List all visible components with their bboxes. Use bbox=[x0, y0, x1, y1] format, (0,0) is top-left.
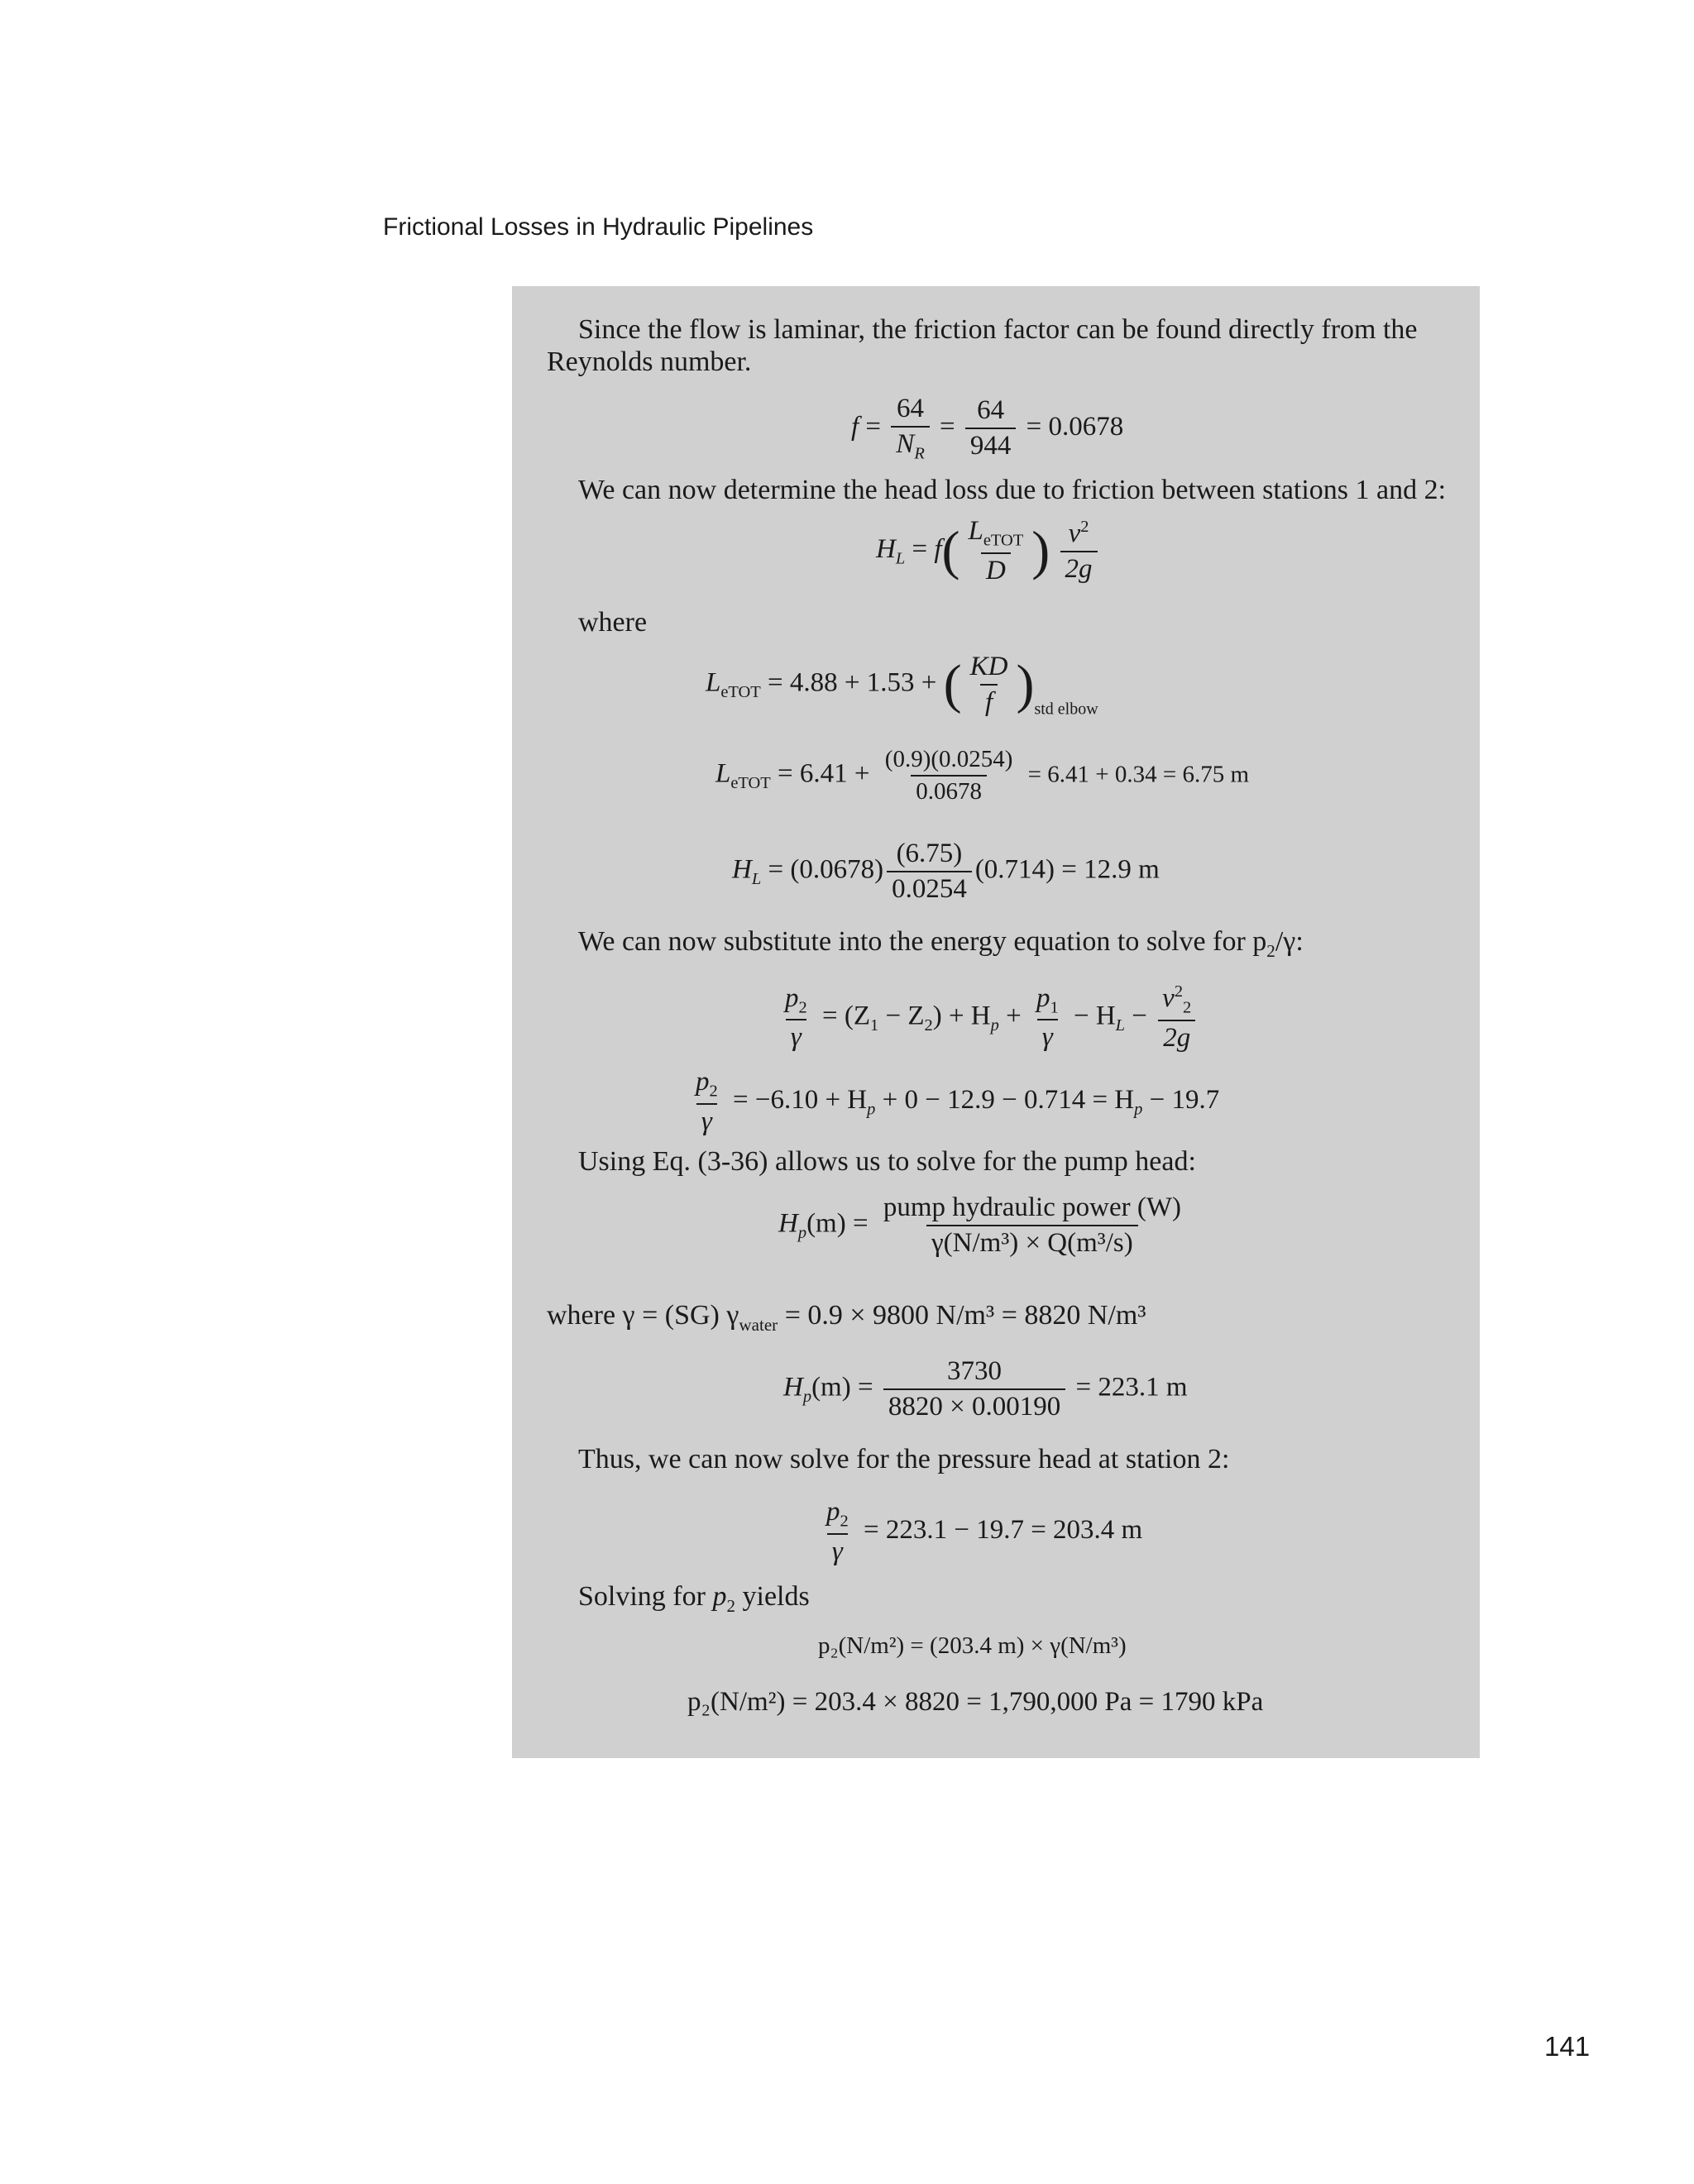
equation-head-loss: $H_L = f$( $\frac{L_{eTOT}}{D}$ ) $\frac{v^2}{2g}$ bbox=[876, 516, 1101, 586]
using-equation-sentence: Using Eq. (3-36) allows us to solve for the pump head: bbox=[578, 1146, 1196, 1177]
gamma-definition: where γ = (SG) $\gamma_{water} = 0.9 \times 9800$ N/m³ = 8820 N/m³ bbox=[547, 1300, 1146, 1335]
page-number: 141 bbox=[1544, 2031, 1591, 2062]
equation-pump-head-value: $H_p(m)$ = $\frac{3730}{8820 \times 0.00190}$ = 223.1 m bbox=[783, 1356, 1188, 1422]
where-label: where bbox=[578, 607, 648, 638]
running-title: Frictional Losses in Hydraulic Pipelines bbox=[383, 213, 814, 241]
equation-head-loss-value: $H_L = (0.0678)$ $\frac{(6.75)}{0.0254}$ (0.714) = 12.9 m bbox=[732, 839, 1160, 904]
thus-sentence: Thus, we can now solve for the pressure head at station 2: bbox=[578, 1444, 1230, 1474]
equation-friction-factor: f = $\frac{64}{N_R}$ = $\frac{64}{944}$ = 0.0678 bbox=[851, 394, 1124, 463]
solving-sentence: Solving for $p_2$ yields bbox=[578, 1581, 810, 1616]
head-loss-sentence: We can now determine the head loss due to friction between stations 1 and 2: bbox=[578, 475, 1447, 505]
equation-energy: $\frac{p_2}{\gamma}$ = $(Z_1 - Z_2) + H_p$ + $\frac{p_1}{\gamma}$ − $H_L$ − $\frac{v^2_2}{2g}$ bbox=[777, 982, 1199, 1054]
intro-line-1: Since the flow is laminar, the friction factor can be found directly from the bbox=[578, 314, 1418, 345]
equation-pump-head: $H_p(m)$ = $\frac{\text{pump hydraulic power (W)}}{\text{γ(N/m³) × Q(m³/s)}}$ bbox=[778, 1192, 1181, 1258]
equation-letot-2: $L_{eTOT} = 6.41$ + $\frac{(0.9)(0.0254)}{0.0678}$ = 6.41 + 0.34 = 6.75 m bbox=[715, 746, 1250, 805]
energy-sentence: We can now substitute into the energy equation to solve for $p_2/\gamma$: bbox=[578, 926, 1304, 961]
equation-letot-1: $L_{eTOT} = 4.88 + 1.53$ + ( $\frac{KD}{f}$ )$_{std elbow}$ bbox=[706, 652, 1098, 719]
equation-p2-result: p₂(N/m²) = 203.4 × 8820 = 1,790,000 Pa = 1790 kPa bbox=[687, 1687, 1264, 1717]
equation-pressure-head: $\frac{p_2}{\gamma}$ = 223.1 − 19.7 = 203.4 m bbox=[826, 1497, 1143, 1566]
equation-energy-numeric: $\frac{p_2}{\gamma}$ = $-6.10 + H_p + 0 - 12.9 - 0.714 = H_p - 19.7$ bbox=[696, 1067, 1220, 1136]
equation-p2-formula: p₂(N/m²) = (203.4 m) × γ(N/m³) bbox=[818, 1632, 1127, 1659]
intro-line-2: Reynolds number. bbox=[547, 346, 752, 377]
example-panel bbox=[512, 286, 1480, 1758]
